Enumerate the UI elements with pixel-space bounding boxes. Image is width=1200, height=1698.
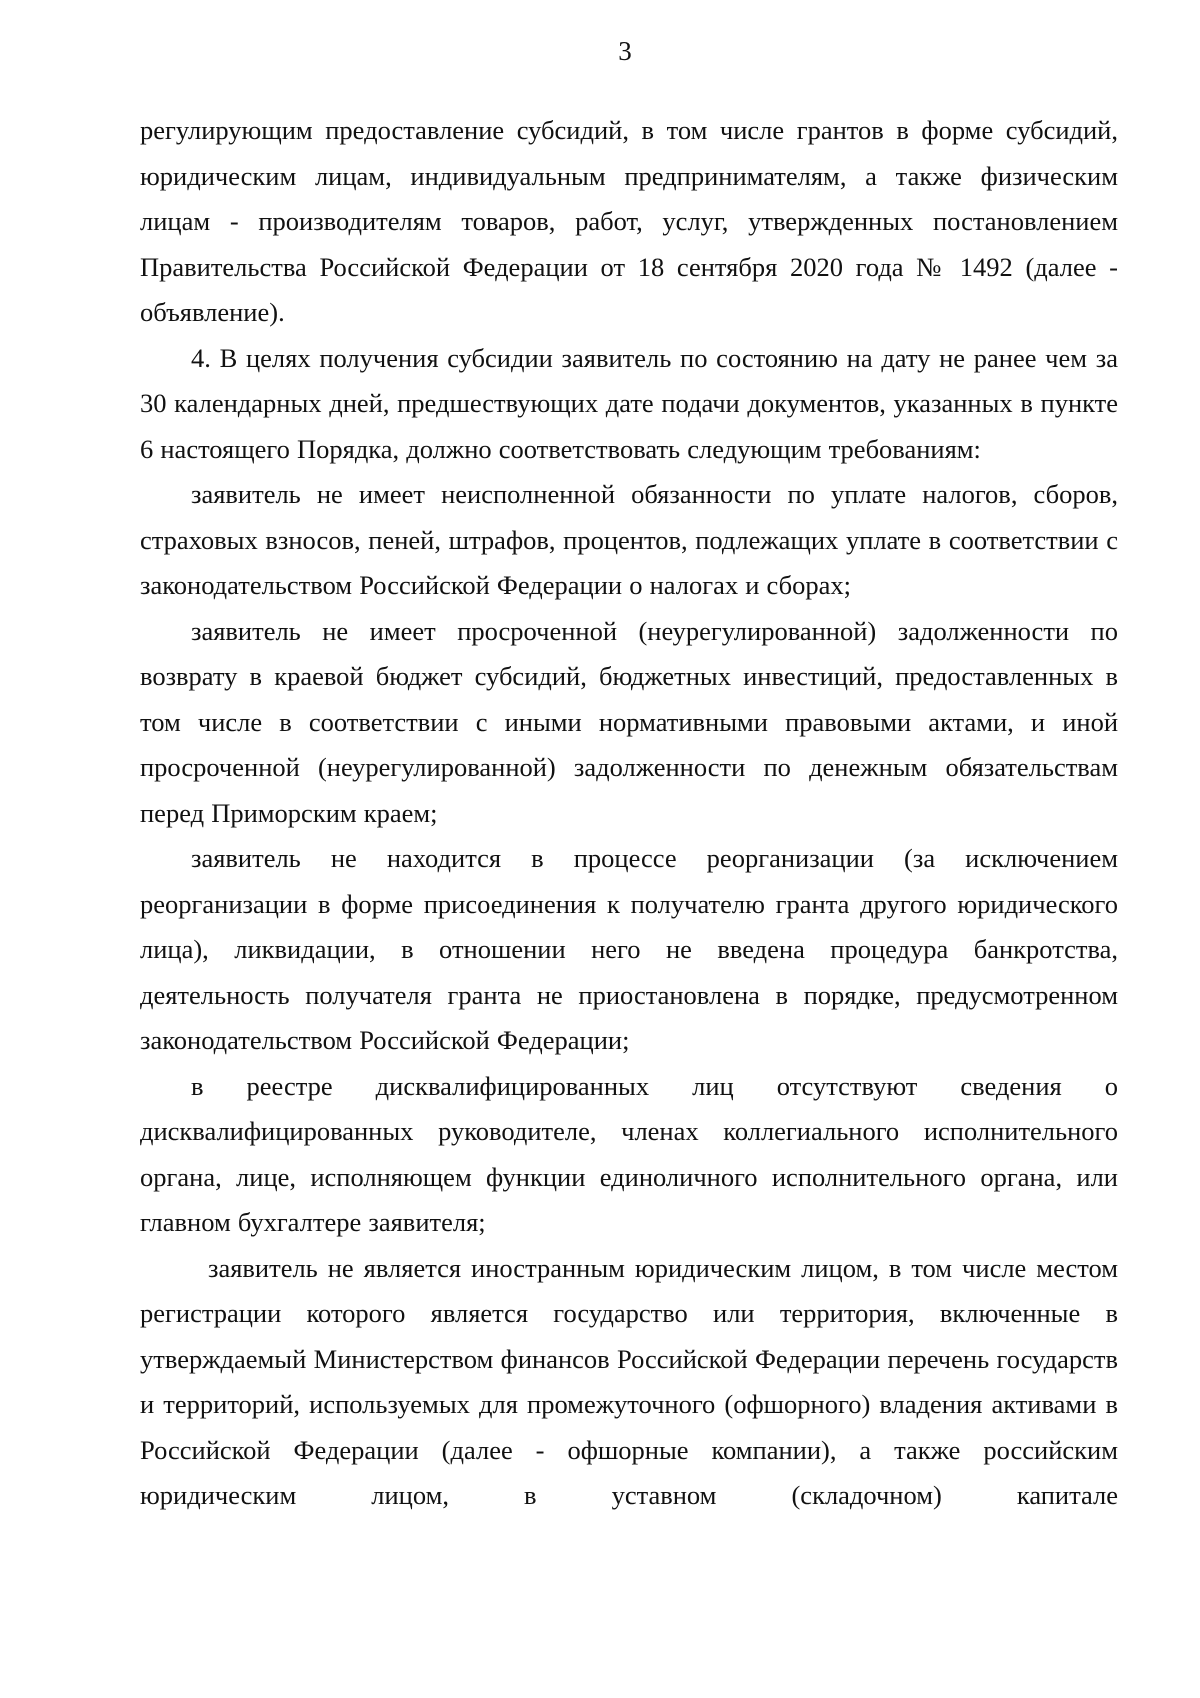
paragraph-item-4: 4. В целях получения субсидии заявитель по состоянию на дату не ранее чем за 30 календарных дней, предшествующих дате подачи документов, указанных в пункте 6 настоящего Порядка, должно соответствовать следующим требованиям:: [140, 342, 1118, 464]
paragraph-continuation: регулирующим предоставление субсидий, в том числе грантов в форме субсидий, юридическим лицам, индивидуальным предпринимателям, а также физическим лицам - производителям товаров, работ, услуг, утвержденных постановлением Правительства Российской Федерации от 18 сентября 2020 года № 1492 (далее - объявление).: [140, 115, 1118, 327]
paragraph-requirement-disqualified: в реестре дисквалифицированных лиц отсутствуют сведения о дисквалифицированных руководителе, членах коллегиального исполнительного органа, лице, исполняющем функции единоличного исполнительного органа, или главном бухгалтере заявителя;: [140, 1070, 1118, 1237]
paragraph-requirement-reorganization: заявитель не находится в процессе реорганизации (за исключением реорганизации в форме присоединения к получателю гранта другого юридического лица), ликвидации, в отношении него не введена процедура банкротства, деятельность получателя гранта не приостановлена в порядке, предусмотренном законодательством Российской Федерации;: [140, 843, 1118, 1055]
paragraph-requirement-debt: заявитель не имеет просроченной (неурегулированной) задолженности по возврату в краевой бюджет субсидий, бюджетных инвестиций, предоставленных в том числе в соответствии с иными нормативными правовыми актами, и иной просроченной (неурегулированной) задолженности по денежным обязательствам перед Приморским краем;: [140, 615, 1118, 828]
paragraph-requirement-foreign-entity: заявитель не является иностранным юридическим лицом, в том числе местом регистрации которого является государство или территория, включенные в утверждаемый Министерством финансов Российской Федерации перечень государств и территорий, используемых для промежуточного (офшорного) владения активами в Российской Федерации (далее - офшорные компании), а также российским юридическим лицом, в уставном (складочном) капитале: [140, 1252, 1118, 1510]
document-body: [140, 108, 1118, 1519]
page-number: 3: [618, 36, 632, 66]
paragraph-requirement-taxes: заявитель не имеет неисполненной обязанности по уплате налогов, сборов, страховых взносов, пеней, штрафов, процентов, подлежащих уплате в соответствии с законодательством Российской Федерации о налогах и сборах;: [140, 479, 1118, 600]
